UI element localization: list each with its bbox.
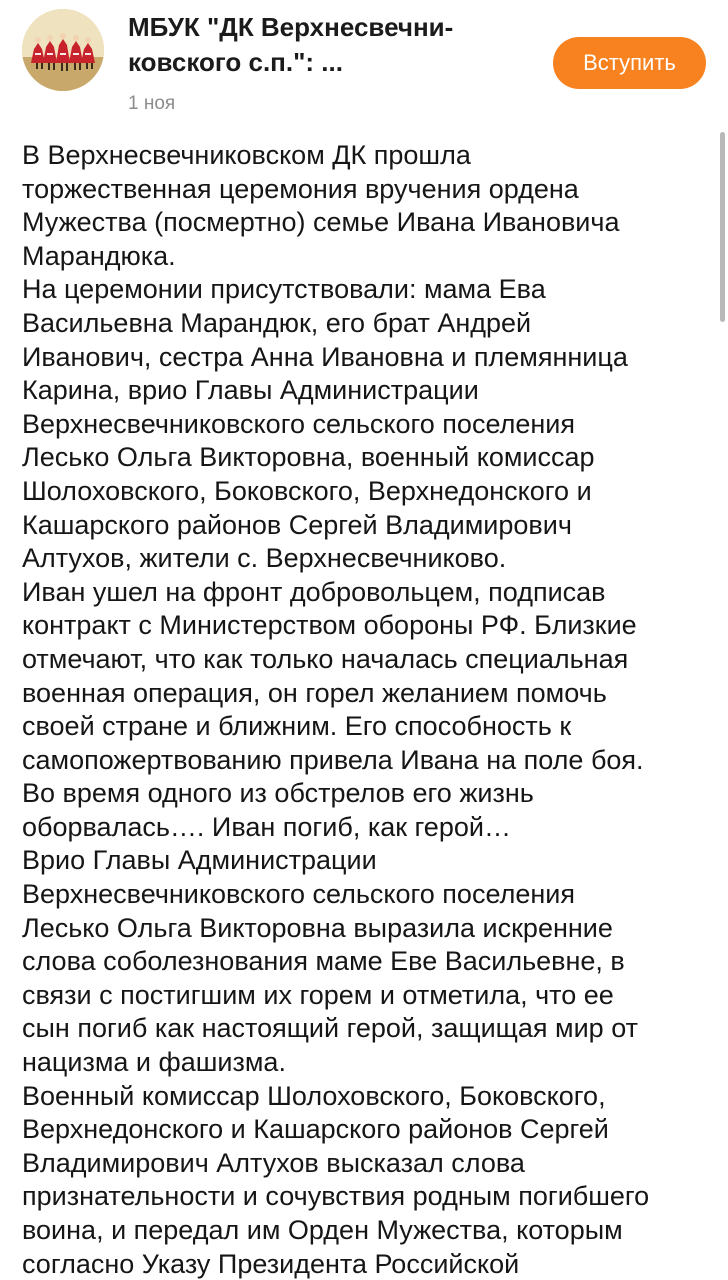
post-text-line: Васильевна Марандюк, его брат Андрей <box>22 307 532 338</box>
post-text-line: Лесько Ольга Викторовна, военный комиссар <box>22 442 595 473</box>
post-text-line: Верхнесвечниковского сельского поселения <box>22 879 575 910</box>
post-text-line: воина, и передал им Орден Мужества, которым <box>22 1215 623 1245</box>
post-text-line: контракт с Министерством обороны РФ. Близкие <box>22 610 637 641</box>
post-text-line: Лесько Ольга Викторовна выразила искренние <box>22 912 613 943</box>
post-text-line: Шолоховского, Боковского, Верхнедонского и <box>22 475 592 506</box>
post-text-line: Верхнесвечниковского сельского поселения <box>22 408 575 439</box>
post-text-line: Алтухов, жители с. Верхнесвечниково. <box>22 543 507 574</box>
post-text-line: признательности и сочувствия родным погибшего <box>22 1181 650 1212</box>
group-name-link[interactable] <box>128 10 528 80</box>
post-date: 1 ноя <box>128 93 176 114</box>
post-text-line: Карина, врио Главы Администрации <box>22 375 479 406</box>
post-text-line: нацизма и фашизма. <box>22 1047 286 1078</box>
post-header <box>0 0 728 130</box>
post-text-line: В Верхнесвечниковском ДК прошла <box>22 140 471 170</box>
post-text-line: Кашарского районов Сергей Владимирович <box>22 509 572 540</box>
post-text-line: торжественная церемония вручения ордена <box>22 173 579 204</box>
group-name-line-1: МБУК "ДК Верхнесвечни- <box>128 12 454 42</box>
post-text-line: слова соболезнования маме Еве Васильевне, в <box>22 946 625 977</box>
post-text-line: связи с постигшим их горем и отметила, что ее <box>22 979 614 1010</box>
post-text-line: военная операция, он горел желанием помочь <box>22 677 607 708</box>
post-text-line: Иван ушел на фронт добровольцем, подписав <box>22 576 606 607</box>
post-text-line: самопожертвованию привела Ивана на поле боя. <box>22 744 644 775</box>
post-text-line: Мужества (посмертно) семье Ивана Ивановича <box>22 207 620 238</box>
post-text-line: Владимирович Алтухов высказал слова <box>22 1147 525 1178</box>
post-text-line: Верхнедонского и Кашарского районов Сергей <box>22 1114 609 1145</box>
post-text-line: Марандюка. <box>22 240 176 271</box>
post-text-line: Иванович, сестра Анна Ивановна и племянница <box>22 341 628 372</box>
scrollbar[interactable] <box>720 132 725 322</box>
join-button[interactable]: Вступить <box>553 37 706 89</box>
post-text-line: Врио Главы Администрации <box>22 845 377 876</box>
post-text <box>22 139 712 1280</box>
group-name-line-2: ковского с.п.": ... <box>128 47 343 77</box>
post-text-line: согласно Указу Президента Российской <box>22 1248 520 1279</box>
post-text-line: Военный комиссар Шолоховского, Боковского, <box>22 1080 606 1111</box>
post-text-line: На церемонии присутствовали: мама Ева <box>22 274 546 305</box>
post-text-line: своей стране и ближним. Его способность к <box>22 711 572 742</box>
post-text-line: сын погиб как настоящий герой, защищая мир от <box>22 1013 638 1044</box>
group-avatar[interactable] <box>22 9 104 91</box>
post-text-line: оборвалась…. Иван погиб, как герой… <box>22 811 511 842</box>
post-text-line: отмечают, что как только началась специальная <box>22 643 629 674</box>
group-avatar-dancers-icon <box>22 9 104 91</box>
post-text-line: Во время одного из обстрелов его жизнь <box>22 778 534 809</box>
